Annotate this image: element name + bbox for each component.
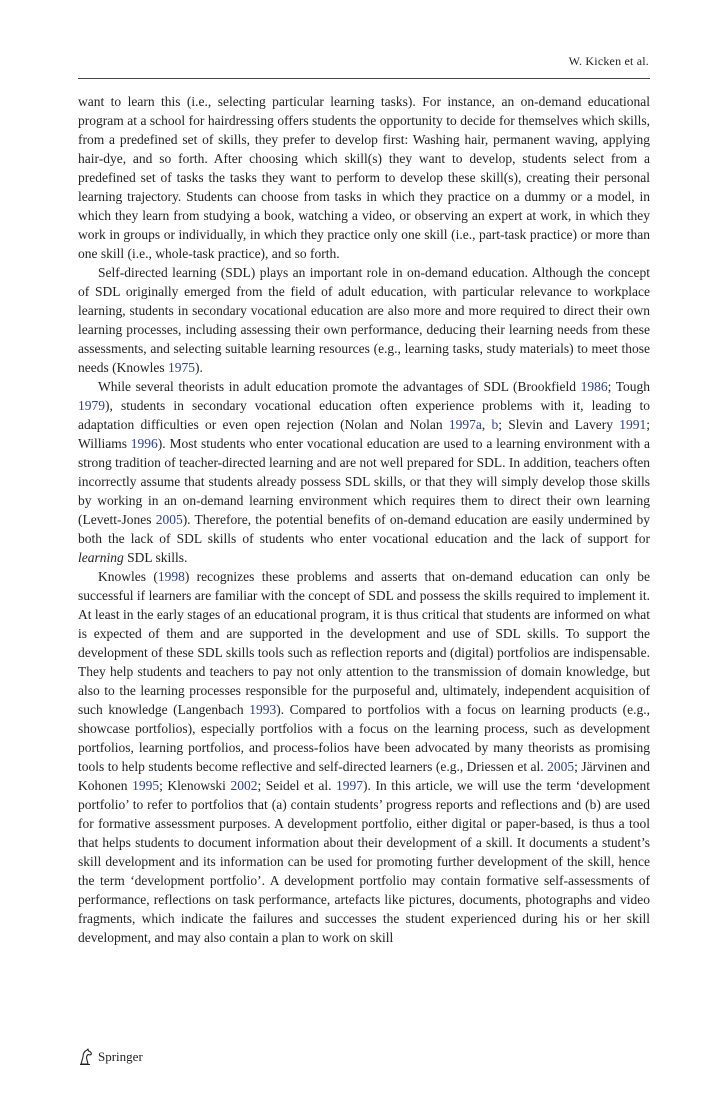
header-rule (78, 78, 650, 79)
citation-link[interactable]: 1997a (448, 417, 482, 432)
paragraph-text: ). Most students who enter vocational education are used to a learning environment with a strong tradition of teacher-directed learning and are not well prepared for SDL. In addition, teachers often incorrectly assume that students already possess SDL skills, or that they will simply develop those skills by working in an on-demand learning environment which requires them to direct their own learning (Levett-Jones (78, 436, 650, 527)
springer-horse-icon (78, 1048, 94, 1066)
citation-link[interactable]: 1997 (336, 778, 364, 793)
paragraph-text: SDL skills. (123, 550, 188, 565)
body-paragraph (78, 567, 650, 947)
paragraph-text: , (481, 417, 492, 432)
running-head: W. Kicken et al. (568, 54, 649, 68)
paragraph-text: ). In this article, we will use the term ‘development portfolio’ to refer to portfolios that (a) contain students’ progress reports and reflections and (b) are used for formative assessment purposes. A development portfolio, either digital or paper-based, is thus a tool that helps students to document information about their development of a skill. It documents a student’s skill development and its information can be used for promoting further development of the skill, hence the term ‘development portfolio’. A development portfolio may contain formative self-assessments of performance, reflections on task performance, artefacts like pictures, documents, photographs and video fragments, which indicate the failures and successes the student experienced during his or her skill development, and may also contain a plan to work on skill (78, 778, 651, 945)
citation-link[interactable]: 1975 (167, 360, 195, 375)
paragraph-text: ; Järvinen and Kohonen (78, 759, 650, 793)
paragraph-text: ; Klenowski (159, 778, 231, 793)
body-paragraph (78, 377, 650, 567)
paragraph-text: ; Seidel et al. (257, 778, 337, 793)
publisher-footer (78, 1048, 143, 1066)
citation-link[interactable]: 1995 (132, 778, 160, 793)
citation-link[interactable]: 1986 (580, 379, 608, 394)
paragraph-text: ). Compared to portfolios with a focus on learning products (e.g., showcase portfolios), especially portfolios with a focus on the learning process, such as development portfolios, learning portfolios, and process-folios have been advocated by many theorists as promising tools to help students become reflective and self-directed learners (e.g., Driessen et al. (78, 702, 650, 774)
citation-link[interactable]: 2005 (155, 512, 183, 527)
paragraph-text: While several theorists in adult education promote the advantages of SDL (Brookfield (98, 379, 581, 394)
body-paragraph (78, 92, 650, 263)
paragraph-text: want to learn this (i.e., selecting particular learning tasks). For instance, an on-demand educational program at a school for hairdressing offers students the opportunity to decide for themselves which skills, from a predefined set of skills, they prefer to develop first: Washing hair, permanent waving, applying hair-dye, and so forth. After choosing which skill(s) they want to develop, students select from a predefined set of tasks the tasks they want to perform to develop these skill(s), creating their personal learning trajectory. Students can choose from tasks in which they practice on a dummy or a model, in which they learn from studying a book, watching a video, or observing an expert at work, in which they work in groups or individually, in which they practice only one skill (i.e., part-task practice) or more than one skill (i.e., whole-task practice), and so forth. (78, 94, 650, 261)
article-body (78, 92, 650, 947)
emphasized-text: learning (78, 550, 124, 565)
paragraph-text: ). Therefore, the potential benefits of on-demand education are easily undermined by both the lack of SDL skills of students who enter vocational education and the lack of support for (78, 512, 650, 546)
citation-link[interactable]: 1991 (619, 417, 647, 432)
body-paragraph (78, 263, 650, 377)
paragraph-text: Knowles ( (98, 569, 158, 584)
paragraph-text: ; Williams (78, 417, 650, 451)
publisher-name: Springer (98, 1049, 143, 1064)
citation-link[interactable]: 1998 (157, 569, 185, 584)
paragraph-text: ). (194, 360, 203, 375)
paragraph-text: ; Slevin and Lavery (498, 417, 620, 432)
paragraph-text: ; Tough (607, 379, 651, 394)
citation-link[interactable]: 2002 (230, 778, 258, 793)
citation-link[interactable]: 1979 (78, 398, 105, 413)
citation-link[interactable]: 2005 (547, 759, 575, 774)
citation-link[interactable]: 1996 (130, 436, 158, 451)
paragraph-text: ), students in secondary vocational education often experience problems with it, leading to adaptation difficulties or even open rejection (Nolan and Nolan (78, 398, 650, 432)
paragraph-text: Self-directed learning (SDL) plays an important role in on-demand education. Although the concept of SDL originally emerged from the field of adult education, with particular relevance to workplace learning, students in secondary vocational education are also more and more required to direct their own learning processes, including assessing their own performance, deducing their learning needs from these assessments, and selecting suitable learning resources (e.g., learning tasks, study materials) to meet those needs (Knowles (78, 265, 650, 375)
citation-link[interactable]: b (491, 417, 499, 432)
citation-link[interactable]: 1993 (249, 702, 277, 717)
paragraph-text: ) recognizes these problems and asserts that on-demand education can only be successful if learners are familiar with the concept of SDL and possess the skills required to implement it. At least in the early stages of an educational program, it is thus critical that students are informed on what is expected of them and are supported in the development and use of SDL skills. To support the development of these SDL skills tools such as reflection reports and (digital) portfolios are indispensable. They help students and teachers to pay not only attention to the transmission of domain knowledge, but also to the learning processes responsible for the purposeful and, ultimately, independent acquisition of such knowledge (Langenbach (78, 569, 650, 717)
